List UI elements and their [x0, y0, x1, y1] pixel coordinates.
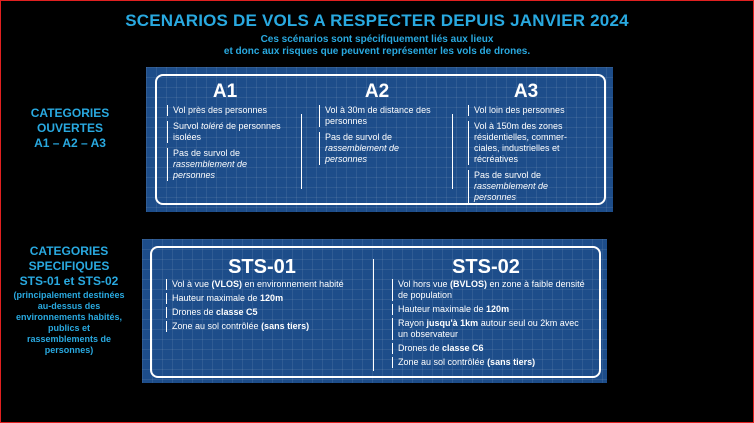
list-item	[166, 307, 364, 318]
list-item	[166, 279, 364, 290]
list-item	[392, 318, 588, 340]
open-side-line-3: A1 – A2 – A3	[34, 136, 106, 150]
list-item-text: Vol à 30m de distance des personnes	[325, 105, 431, 126]
list-item-text: Rayon	[398, 318, 427, 328]
list-item	[319, 132, 431, 165]
list-item	[468, 105, 584, 116]
list-item-text: Pas de survol de	[173, 148, 241, 158]
subtitle-line-1: Ces scénarios sont spécifiquement liés aux lieux	[260, 34, 494, 45]
list-item-text: rassemblement de personnes	[325, 143, 400, 164]
col-title-sts-02: STS-02	[452, 256, 520, 278]
list-item	[166, 321, 364, 332]
list-item-text: Vol à 150m des zones résidentielles, commer-ciales, industrielles et récréatives	[474, 121, 568, 164]
list-item-text: classe C5	[216, 307, 258, 317]
open-divider-1	[301, 114, 302, 189]
list-item-text: Hauteur maximale de	[172, 293, 261, 303]
list-item-text: jusqu'à 1km	[426, 318, 479, 328]
list-item-text: toléré	[201, 121, 224, 131]
list-item-text: Pas de survol de	[474, 170, 542, 180]
open-categories-panel	[146, 67, 613, 212]
specific-side-line-1: CATEGORIES	[29, 244, 109, 258]
list-item	[392, 279, 588, 301]
list-item-text: autour seul ou 2km avec un observateur	[398, 318, 579, 339]
specific-categories-label	[12, 244, 126, 356]
items-a3	[468, 105, 584, 208]
specific-side-line-2: SPECIFIQUES	[28, 259, 110, 273]
list-item-text: Zone au sol contrôlée	[172, 321, 262, 331]
open-categories-label	[14, 106, 126, 151]
col-title-a1: A1	[212, 81, 238, 102]
list-item-text: Drones de	[398, 343, 443, 353]
page-subtitle	[0, 34, 754, 58]
subtitle-line-2: et donc aux risques que peuvent représenter les vols de drones.	[223, 46, 531, 57]
items-a2	[319, 105, 431, 170]
list-item-text: (sans tiers)	[261, 321, 310, 331]
specific-side-line-3: STS-01 et STS-02	[19, 274, 119, 288]
list-item	[392, 304, 588, 315]
list-item-text: Zone au sol contrôlée	[398, 357, 488, 367]
items-sts-01	[166, 279, 364, 335]
list-item-text: Vol hors vue	[398, 279, 451, 289]
list-item-text: Vol à vue	[172, 279, 212, 289]
col-title-a3: A3	[513, 81, 539, 102]
open-side-line-2: OUVERTES	[36, 121, 103, 135]
list-item-text: en environnement habité	[242, 279, 344, 289]
list-item	[167, 148, 291, 181]
list-item	[166, 293, 364, 304]
items-sts-02	[392, 279, 588, 371]
list-item	[319, 105, 431, 127]
list-item-text: 120m	[486, 304, 510, 314]
list-item-text: de personnes isolées	[173, 121, 281, 142]
list-item-text: Vol loin des personnes	[474, 105, 565, 115]
list-item-text: Pas de survol de	[325, 132, 393, 142]
list-item-text: rassemblement de personnes	[173, 159, 248, 180]
page-title: SCENARIOS DE VOLS A RESPECTER DEPUIS JANVIER 2024	[125, 11, 629, 30]
list-item-text: Survol	[173, 121, 202, 131]
list-item	[392, 343, 588, 354]
specific-side-note: (principalement destinées au-dessus des environnements habités, publics et rassemblements de personnes)	[13, 290, 125, 355]
list-item-text: 120m	[260, 293, 284, 303]
open-divider-2	[452, 114, 453, 189]
list-item-text: classe C6	[442, 343, 484, 353]
list-item	[167, 105, 291, 116]
list-item-text: en zone à faible densité de population	[398, 279, 585, 300]
list-item	[468, 121, 584, 165]
list-item	[167, 121, 291, 143]
list-item-text: Vol près des personnes	[173, 105, 268, 115]
list-item-text: rassemblement de personnes	[474, 181, 549, 202]
col-title-a2: A2	[364, 81, 390, 102]
list-item-text: Hauteur maximale de	[398, 304, 487, 314]
list-item-text: (VLOS)	[211, 279, 243, 289]
items-a1	[167, 105, 291, 186]
specific-categories-panel	[142, 239, 607, 383]
list-item	[392, 357, 588, 368]
list-item-text: (BVLOS)	[450, 279, 488, 289]
list-item	[468, 170, 584, 203]
specific-divider	[373, 259, 374, 371]
col-title-sts-01: STS-01	[228, 256, 296, 278]
open-side-line-1: CATEGORIES	[30, 106, 110, 120]
list-item-text: (sans tiers)	[487, 357, 536, 367]
list-item-text: Drones de	[172, 307, 217, 317]
